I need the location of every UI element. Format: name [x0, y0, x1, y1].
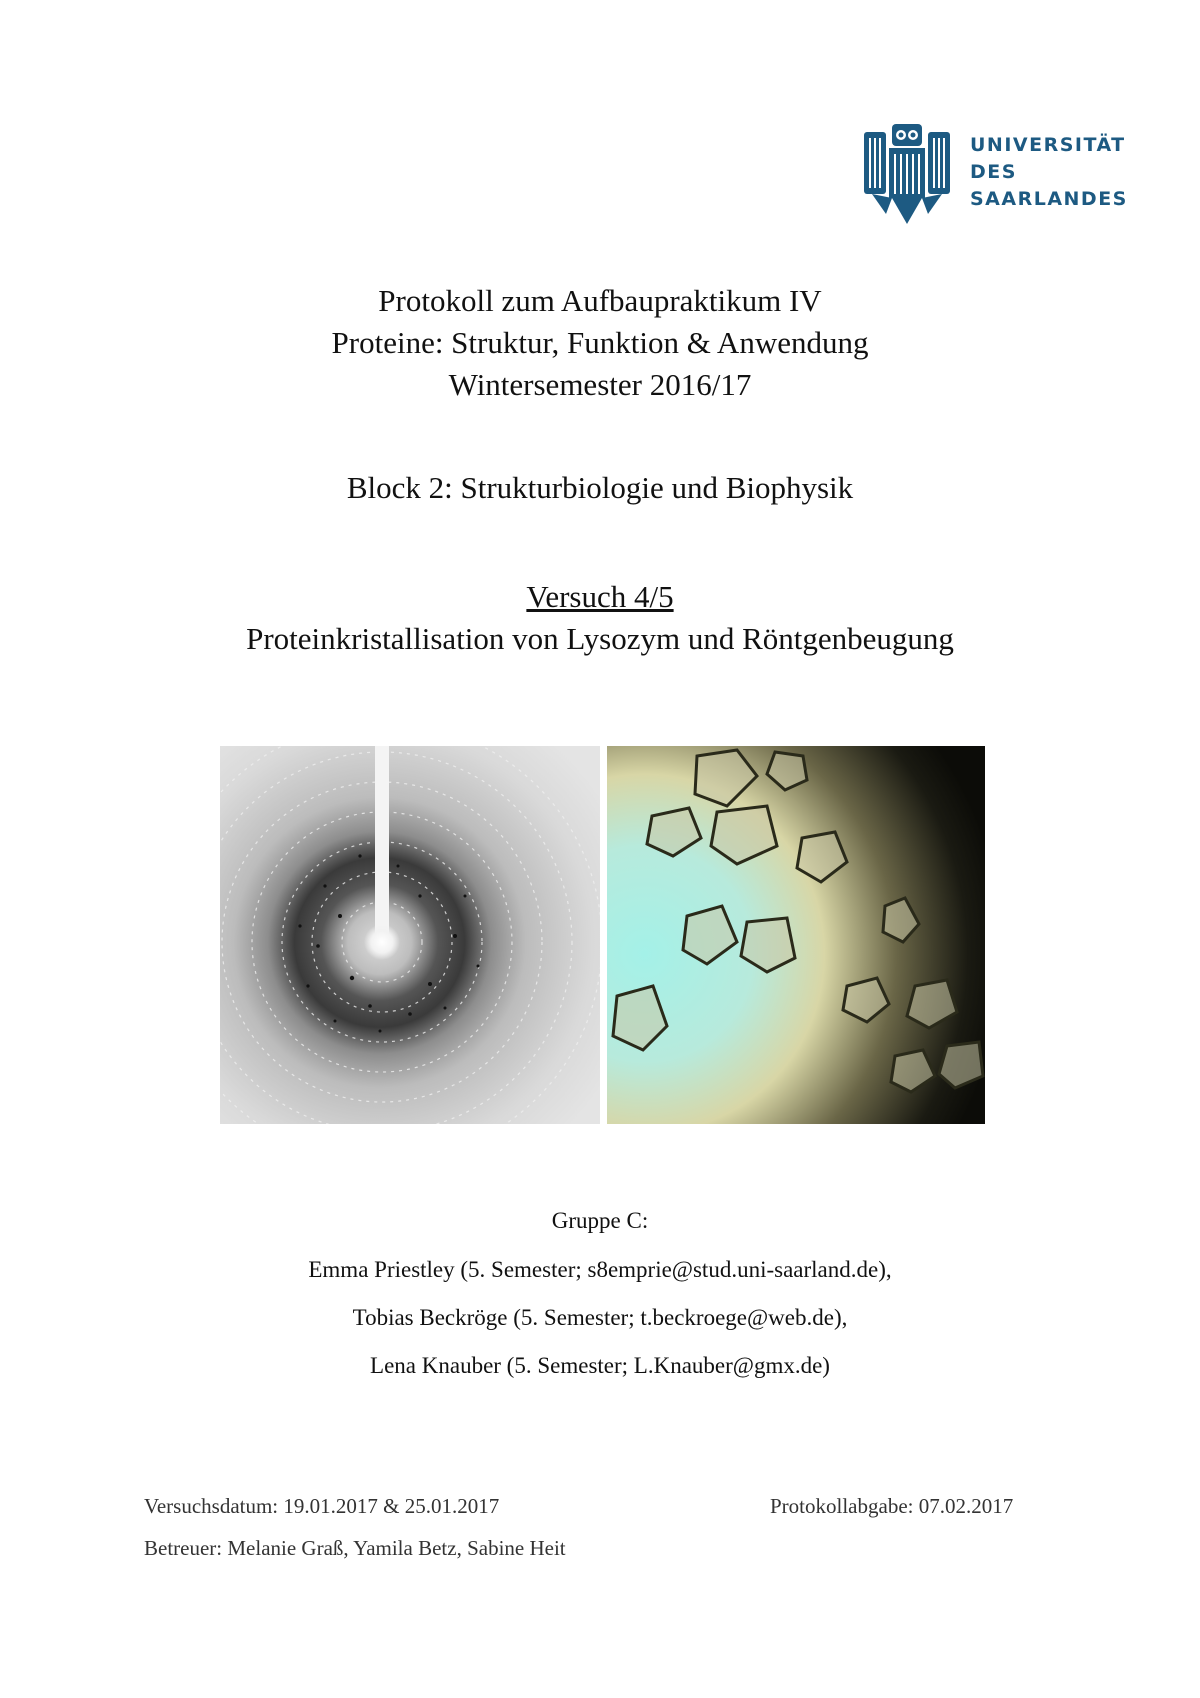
title-line2: Proteine: Struktur, Funktion & Anwendung [331, 325, 869, 360]
experiment-subtitle: Proteinkristallisation von Lysozym und Röntgenbeugung [246, 621, 954, 656]
university-name-line3: SAARLANDES [970, 188, 1128, 210]
document-title [0, 280, 1200, 406]
group-member: Emma Priestley (5. Semester; s8emprie@stud.uni-saarland.de), [308, 1257, 892, 1282]
experiment-label: Versuch 4/5 [526, 579, 674, 614]
group-member: Lena Knauber (5. Semester; L.Knauber@gmx.de) [370, 1353, 830, 1378]
diffraction-image [220, 746, 600, 1124]
university-logo [862, 118, 1128, 230]
experiment-date: Versuchsdatum: 19.01.2017 & 25.01.2017 [144, 1494, 500, 1518]
group-title: Gruppe C: [551, 1208, 649, 1233]
block-heading [0, 467, 1200, 509]
experiment-heading [0, 576, 1200, 660]
group-member: Tobias Beckröge (5. Semester; t.beckroege@web.de), [352, 1305, 848, 1330]
owl-logo-icon [862, 124, 952, 224]
title-line1: Protokoll zum Aufbaupraktikum IV [378, 283, 822, 318]
university-name-line1: UNIVERSITÄT [970, 134, 1126, 156]
submission-date: Protokollabgabe: 07.02.2017 [770, 1494, 1014, 1518]
block-label: Block 2: Strukturbiologie und Biophysik [346, 470, 854, 505]
group-section [0, 1196, 1200, 1390]
crystal-image [607, 746, 985, 1124]
university-name-line2: DES [970, 161, 1017, 183]
title-line3: Wintersemester 2016/17 [448, 367, 752, 402]
supervisors: Betreuer: Melanie Graß, Yamila Betz, Sabine Heit [144, 1536, 566, 1560]
university-name [970, 132, 1128, 213]
